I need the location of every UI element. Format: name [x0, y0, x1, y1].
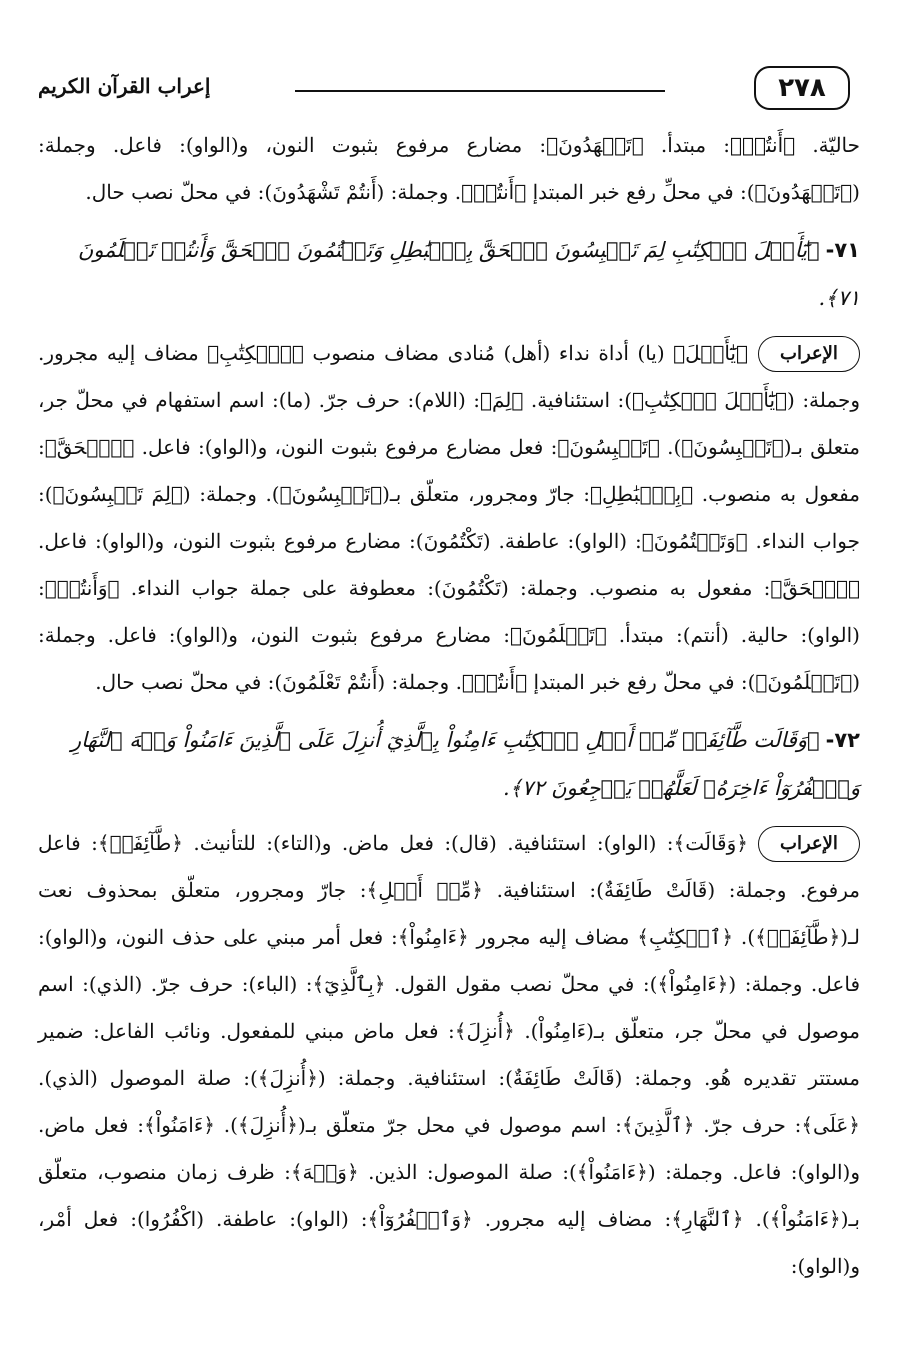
verse-text: ﴿وَقَالَت طَّآئِفَةٞ مِّنۡ أَهۡلِ ٱلۡكِتَٰبِ ءَامِنُواْ بِٱلَّذِيٓ أُنزِلَ عَلَى ٱلَّذِينَ ءَامَنُواْ وَجۡهَ ٱلنَّهَارِ وَٱكۡفُرُوٓاْ ءَاخِرَهُۥ لَعَلَّهُمۡ يَرۡجِعُونَ ٧٢﴾.: [71, 728, 860, 800]
i3rab-section-72: [38, 820, 860, 1290]
verse-72: [38, 716, 860, 812]
i3rab-text-72: ﴿وَقَالَت﴾: (الواو): استئنافية. (قال): فعل ماض. و(التاء): للتأنيث. ﴿طَّآئِفَةٞ﴾: فاعل مرفوع. وجملة: (قَالَتْ طَائِفَةٌ): استئنافية. ﴿مِّنۡ أَهۡلِ﴾: جارّ ومجرور، متعلّق بمحذوف نعت لـ(﴿طَّآئِفَةٞ﴾). ﴿ٱلۡكِتَٰبِ﴾ مضاف إليه مجرور ﴿ءَامِنُواْ﴾: فعل أمر مبني على حذف النون، و(الواو): فاعل. وجملة: (﴿ءَامِنُواْ﴾): في محلّ نصب مقول القول. ﴿بِٱلَّذِيٓ﴾: (الباء): حرف جرّ. (الذي): اسم موصول في محلّ جر، متعلّق بـ(ءَامِنُواْ). ﴿أُنزِلَ﴾: فعل ماض مبني للمفعول. ونائب الفاعل: ضمير مستتر تقديره هُو. وجملة: (قَالَتْ طَائِفَةٌ): استئنافية. وجملة: (﴿أُنزِلَ﴾): صلة الموصول (الذي). ﴿عَلَى﴾: حرف جرّ. ﴿ٱلَّذِينَ﴾: اسم موصول في محل جرّ متعلّق بـ(﴿أُنزِلَ﴾). ﴿ءَامَنُواْ﴾: فعل ماض. و(الواو): فاعل. وجملة: (﴿ءَامَنُواْ﴾): صلة الموصول: الذين. ﴿وَجۡهَ﴾: ظرف زمان منصوب، متعلّق بـ(﴿ءَامَنُواْ﴾). ﴿ٱلنَّهَارِ﴾: مضاف إليه مجرور. ﴿وَٱكۡفُرُوٓاْ﴾: (الواو): عاطفة. (اكْفُرُوا): فعل أمْر، و(الواو):: [38, 831, 861, 1278]
verse-text: ﴿يَٰٓأَهۡلَ ٱلۡكِتَٰبِ لِمَ تَلۡبِسُونَ ٱلۡحَقَّ بِٱلۡبَٰطِلِ وَتَكۡتُمُونَ ٱلۡحَقَّ وَأَنتُمۡ تَعۡلَمُونَ ٧١﴾.: [77, 238, 860, 310]
page-number: ٢٧٨: [754, 66, 850, 110]
header-rule: [295, 90, 665, 92]
verse-number: ٧١-: [825, 238, 860, 262]
i3rab-label: الإعراب: [758, 336, 860, 372]
i3rab-text-71: ﴿يَٰٓأَهۡلَ﴾ (يا) أداة نداء (أهل) مُنادى مضاف منصوب ﴿ٱلۡكِتَٰبِ﴾ مضاف إليه مجرور. وجملة: (﴿يَٰٓأَهۡلَ ٱلۡكِتَٰبِ﴾): استئنافية. ﴿لِمَ﴾: (اللام): حرف جرّ. (ما): اسم استفهام في محلّ جر، متعلق بـ(﴿تَلۡبِسُونَ﴾). ﴿تَلۡبِسُونَ﴾: فعل مضارع مرفوع بثبوت النون، و(الواو): فاعل. ﴿ٱلۡحَقَّ﴾: مفعول به منصوب. ﴿بِٱلۡبَٰطِلِ﴾: جارّ ومجرور، متعلّق بـ(﴿تَلۡبِسُونَ﴾). وجملة: (﴿لِمَ تَلۡبِسُونَ﴾): جواب النداء. ﴿وَتَكۡتُمُونَ﴾: (الواو): عاطفة. (تَكْتُمُونَ): مضارع مرفوع بثبوت النون، و(الواو): فاعل. ﴿ٱلۡحَقَّ﴾: مفعول به منصوب. وجملة: (تَكْتُمُونَ): معطوفة على جملة جواب النداء. ﴿وَأَنتُمۡ﴾: (الواو): حالية. (أنتم): مبتدأ. ﴿تَعۡلَمُونَ﴾: مضارع مرفوع بثبوت النون، و(الواو): فاعل. وجملة: (﴿تَعۡلَمُونَ﴾): في محلّ رفع خبر المبتدإ ﴿أَنتُمۡ﴾. وجملة: (أَنتُمْ تَعْلَمُونَ): في محلّ نصب حال.: [38, 341, 860, 694]
i3rab-label: الإعراب: [758, 826, 860, 862]
page-header: [38, 52, 860, 112]
page-content: [38, 122, 860, 1290]
book-page: [38, 52, 860, 1332]
verse-number: ٧٢-: [825, 728, 860, 752]
paragraph-top: حاليّة. ﴿أَنتُمۡ﴾: مبتدأ. ﴿تَشۡهَدُونَ﴾: مضارع مرفوع بثبوت النون، و(الواو): فاعل. وجملة: (﴿تَشۡهَدُونَ﴾): في محلِّ رفع خبر المبتدإ ﴿أَنتُمۡ﴾. وجملة: (أَنتُمْ تَشْهَدُونَ): في محلّ نصب حال.: [38, 133, 860, 204]
verse-71: [38, 226, 860, 322]
book-title: إعراب القرآن الكريم: [38, 74, 211, 98]
i3rab-section-71: [38, 330, 860, 706]
